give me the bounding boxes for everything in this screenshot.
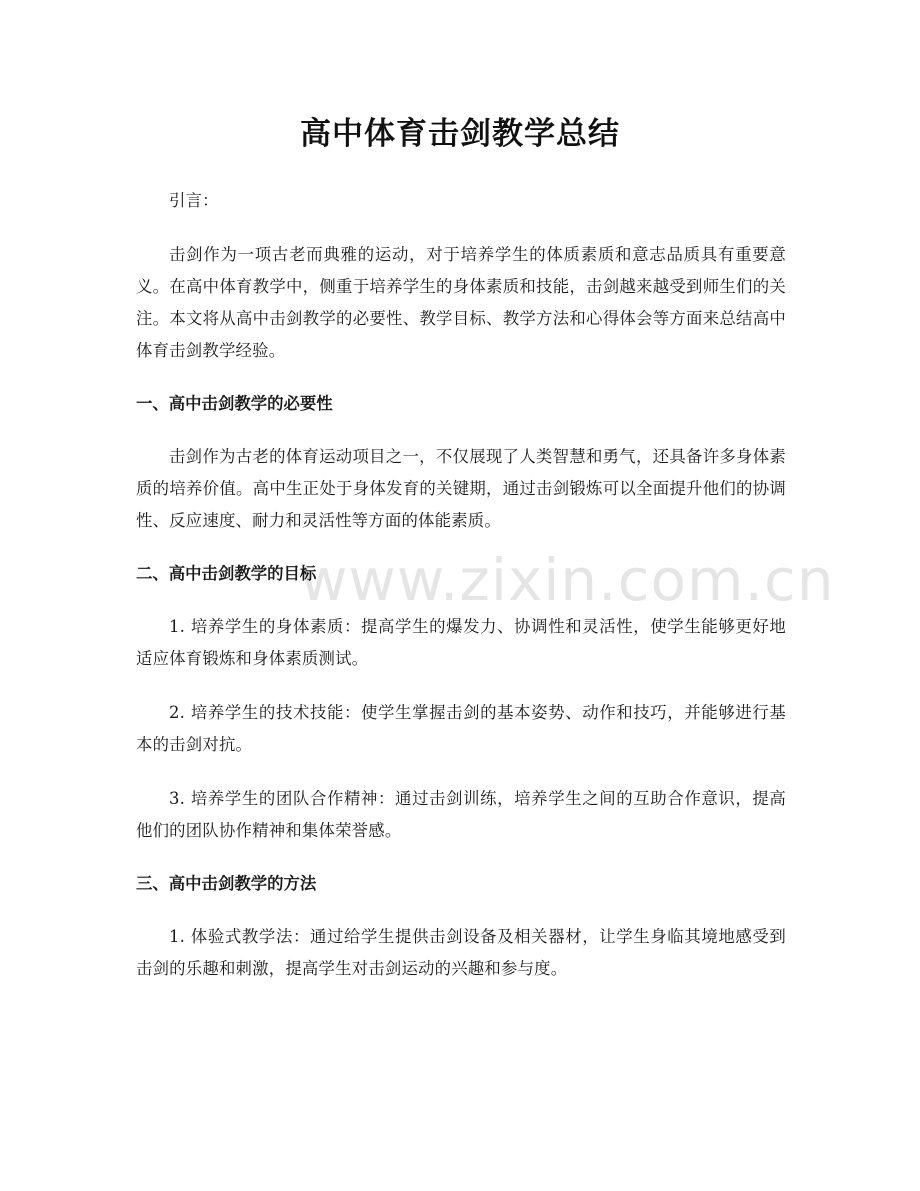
goal-item-2: 2. 培养学生的技术技能：使学生掌握击剑的基本姿势、动作和技巧，并能够进行基本的击剑对抗。 (136, 703, 786, 754)
goal-item-3: 3. 培养学生的团队合作精神：通过击剑训练，培养学生之间的互助合作意识，提高他们的团队协作精神和集体荣誉感。 (136, 789, 786, 840)
section-paragraph: 击剑作为古老的体育运动项目之一，不仅展现了人类智慧和勇气，还具备许多身体素质的培养价值。高中生正处于身体发育的关键期，通过击剑锻炼可以全面提升他们的协调性、反应速度、耐力和灵活性等方面的体能素质。 (136, 447, 786, 530)
method-item-1: 1. 体验式教学法：通过给学生提供击剑设备及相关器材，让学生身临其境地感受到击剑的乐趣和刺激，提高学生对击剑运动的兴趣和参与度。 (136, 927, 786, 978)
intro-paragraph: 击剑作为一项古老而典雅的运动，对于培养学生的体质素质和意志品质具有重要意义。在高中体育教学中，侧重于培养学生的身体素质和技能，击剑越来越受到师生们的关注。本文将从高中击剑教学的必要性、教学目标、教学方法和心得体会等方面来总结高中体育击剑教学经验。 (136, 245, 786, 360)
goal-item-1: 1. 培养学生的身体素质：提高学生的爆发力、协调性和灵活性，使学生能够更好地适应体育锻炼和身体素质测试。 (136, 617, 786, 668)
document-title: 高中体育击剑教学总结 (300, 116, 620, 152)
watermark: www.zixin.com.cn (300, 546, 835, 614)
document-body (136, 185, 786, 1007)
section-heading-methods: 三、高中击剑教学的方法 (136, 874, 317, 893)
section-heading-goals: 二、高中击剑教学的目标 (136, 564, 317, 583)
intro-label: 引言： (169, 191, 219, 210)
section-heading-necessity: 一、高中击剑教学的必要性 (136, 394, 333, 413)
